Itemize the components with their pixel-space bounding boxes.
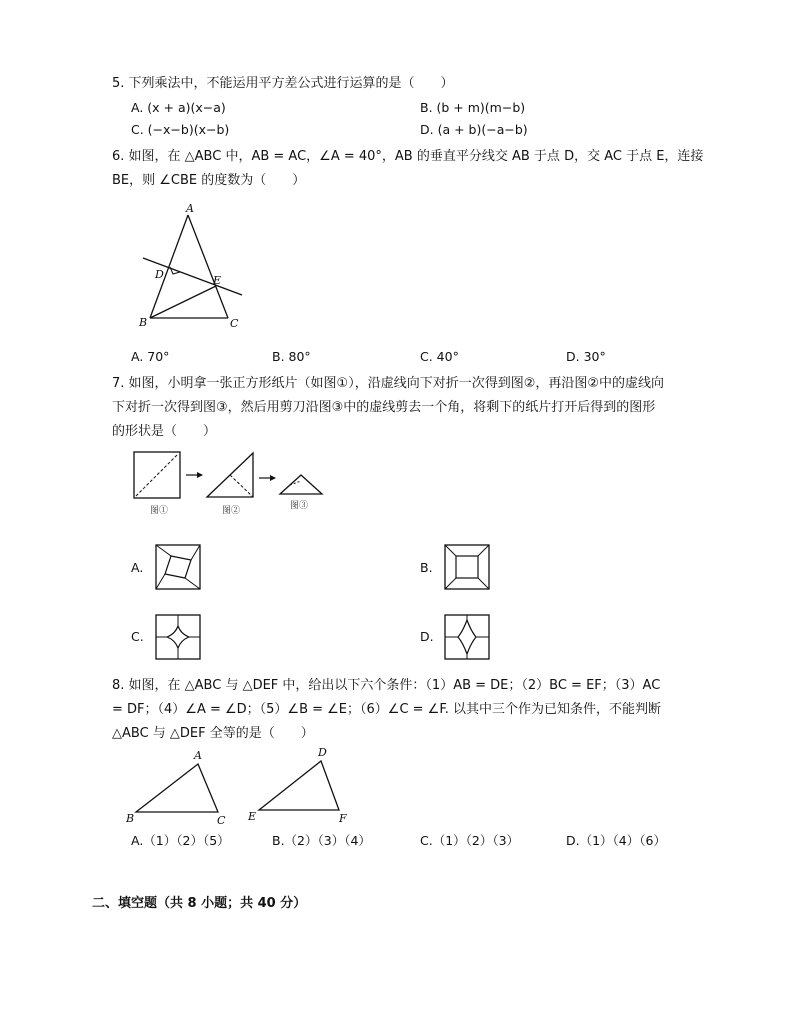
fig1-dashed-diagonal (136, 454, 178, 496)
q8-option-d[interactable]: D.（1）（4）（6） (566, 833, 666, 848)
caption-fig1: 图① (150, 506, 169, 516)
arrow-2-head (270, 475, 276, 481)
question-7-stem-line-2: 下对折一次得到图③，然后用剪刀沿图③中的虚线剪去一个角，将剩下的纸片打开后得到的图形 (112, 400, 656, 415)
question-6-stem-line-2: BE，则 ∠CBE 的度数为（ ） (112, 173, 306, 188)
question-5-stem: 5. 下列乘法中，不能运用平方差公式进行运算的是（ ） (112, 76, 454, 91)
caption-fig2: 图② (222, 506, 241, 516)
label-d: D (155, 268, 164, 281)
q7-option-c-label[interactable]: C. (131, 629, 144, 644)
q6-option-c[interactable]: C. 40° (420, 349, 459, 364)
triangle-abc (136, 764, 218, 812)
q8-triangles-figure (122, 744, 352, 829)
label-c: C (217, 814, 226, 827)
q7-option-b-figure[interactable] (444, 544, 490, 590)
question-8-stem-line-1: 8. 如图，在 △ABC 与 △DEF 中，给出以下六个条件：（1）AB = DE；（2）BC = EF；（3）AC (112, 678, 661, 693)
triangle-def (259, 761, 339, 810)
side-ac (188, 215, 228, 318)
q7-option-a-label[interactable]: A. (131, 560, 144, 575)
q7-option-b-label[interactable]: B. (420, 560, 433, 575)
q5-option-a[interactable]: A. (x + a)(x−a) (131, 100, 226, 115)
label-c: C (230, 317, 239, 330)
question-7-stem-line-3: 的形状是（ ） (112, 424, 217, 439)
q7-option-d-figure[interactable] (444, 614, 490, 660)
q8-option-b[interactable]: B.（2）（3）（4） (272, 833, 371, 848)
question-7-stem-line-1: 7. 如图，小明拿一张正方形纸片（如图①），沿虚线向下对折一次得到图②，再沿图②中的虚线向 (112, 376, 664, 391)
label-d: D (318, 746, 327, 759)
section-2-heading: 二、填空题（共 8 小题；共 40 分） (92, 896, 307, 911)
q7-option-d-label[interactable]: D. (420, 629, 434, 644)
label-a: A (186, 202, 194, 215)
q7-option-c-figure[interactable] (155, 614, 201, 660)
q5-option-c[interactable]: C. (−x−b)(x−b) (131, 122, 230, 137)
q6-option-b[interactable]: B. 80° (272, 349, 311, 364)
label-a: A (194, 749, 202, 762)
q5-option-b[interactable]: B. (b + m)(m−b) (420, 100, 526, 115)
label-e: E (213, 274, 222, 287)
q7-option-a-figure[interactable] (155, 544, 201, 590)
caption-fig3: 图③ (290, 501, 309, 511)
question-8-stem-line-2: = DF；（4）∠A = ∠D；（5）∠B = ∠E；（6）∠C = ∠F. 以其中三个作为已知条件，不能判断 (112, 702, 661, 717)
q7-folding-figures (130, 448, 330, 518)
label-f: F (339, 812, 347, 825)
q6-option-d[interactable]: D. 30° (566, 349, 606, 364)
q8-option-c[interactable]: C.（1）（2）（3） (420, 833, 520, 848)
label-b: B (126, 812, 135, 825)
fig3-triangle (280, 475, 322, 494)
label-e: E (248, 810, 257, 823)
label-b: B (139, 316, 148, 329)
q8-option-a[interactable]: A.（1）（2）（5） (131, 833, 230, 848)
q6-option-a[interactable]: A. 70° (131, 349, 170, 364)
q6-triangle-figure (130, 200, 260, 340)
fig2-dashed-line (230, 475, 253, 497)
q5-option-d[interactable]: D. (a + b)(−a−b) (420, 122, 528, 137)
arrow-1-head (197, 472, 203, 478)
question-6-stem-line-1: 6. 如图，在 △ABC 中，AB = AC，∠A = 40°，AB 的垂直平分线交 AB 于点 D，交 AC 于点 E，连接 (112, 149, 704, 164)
question-8-stem-line-3: △ABC 与 △DEF 全等的是（ ） (112, 726, 314, 741)
